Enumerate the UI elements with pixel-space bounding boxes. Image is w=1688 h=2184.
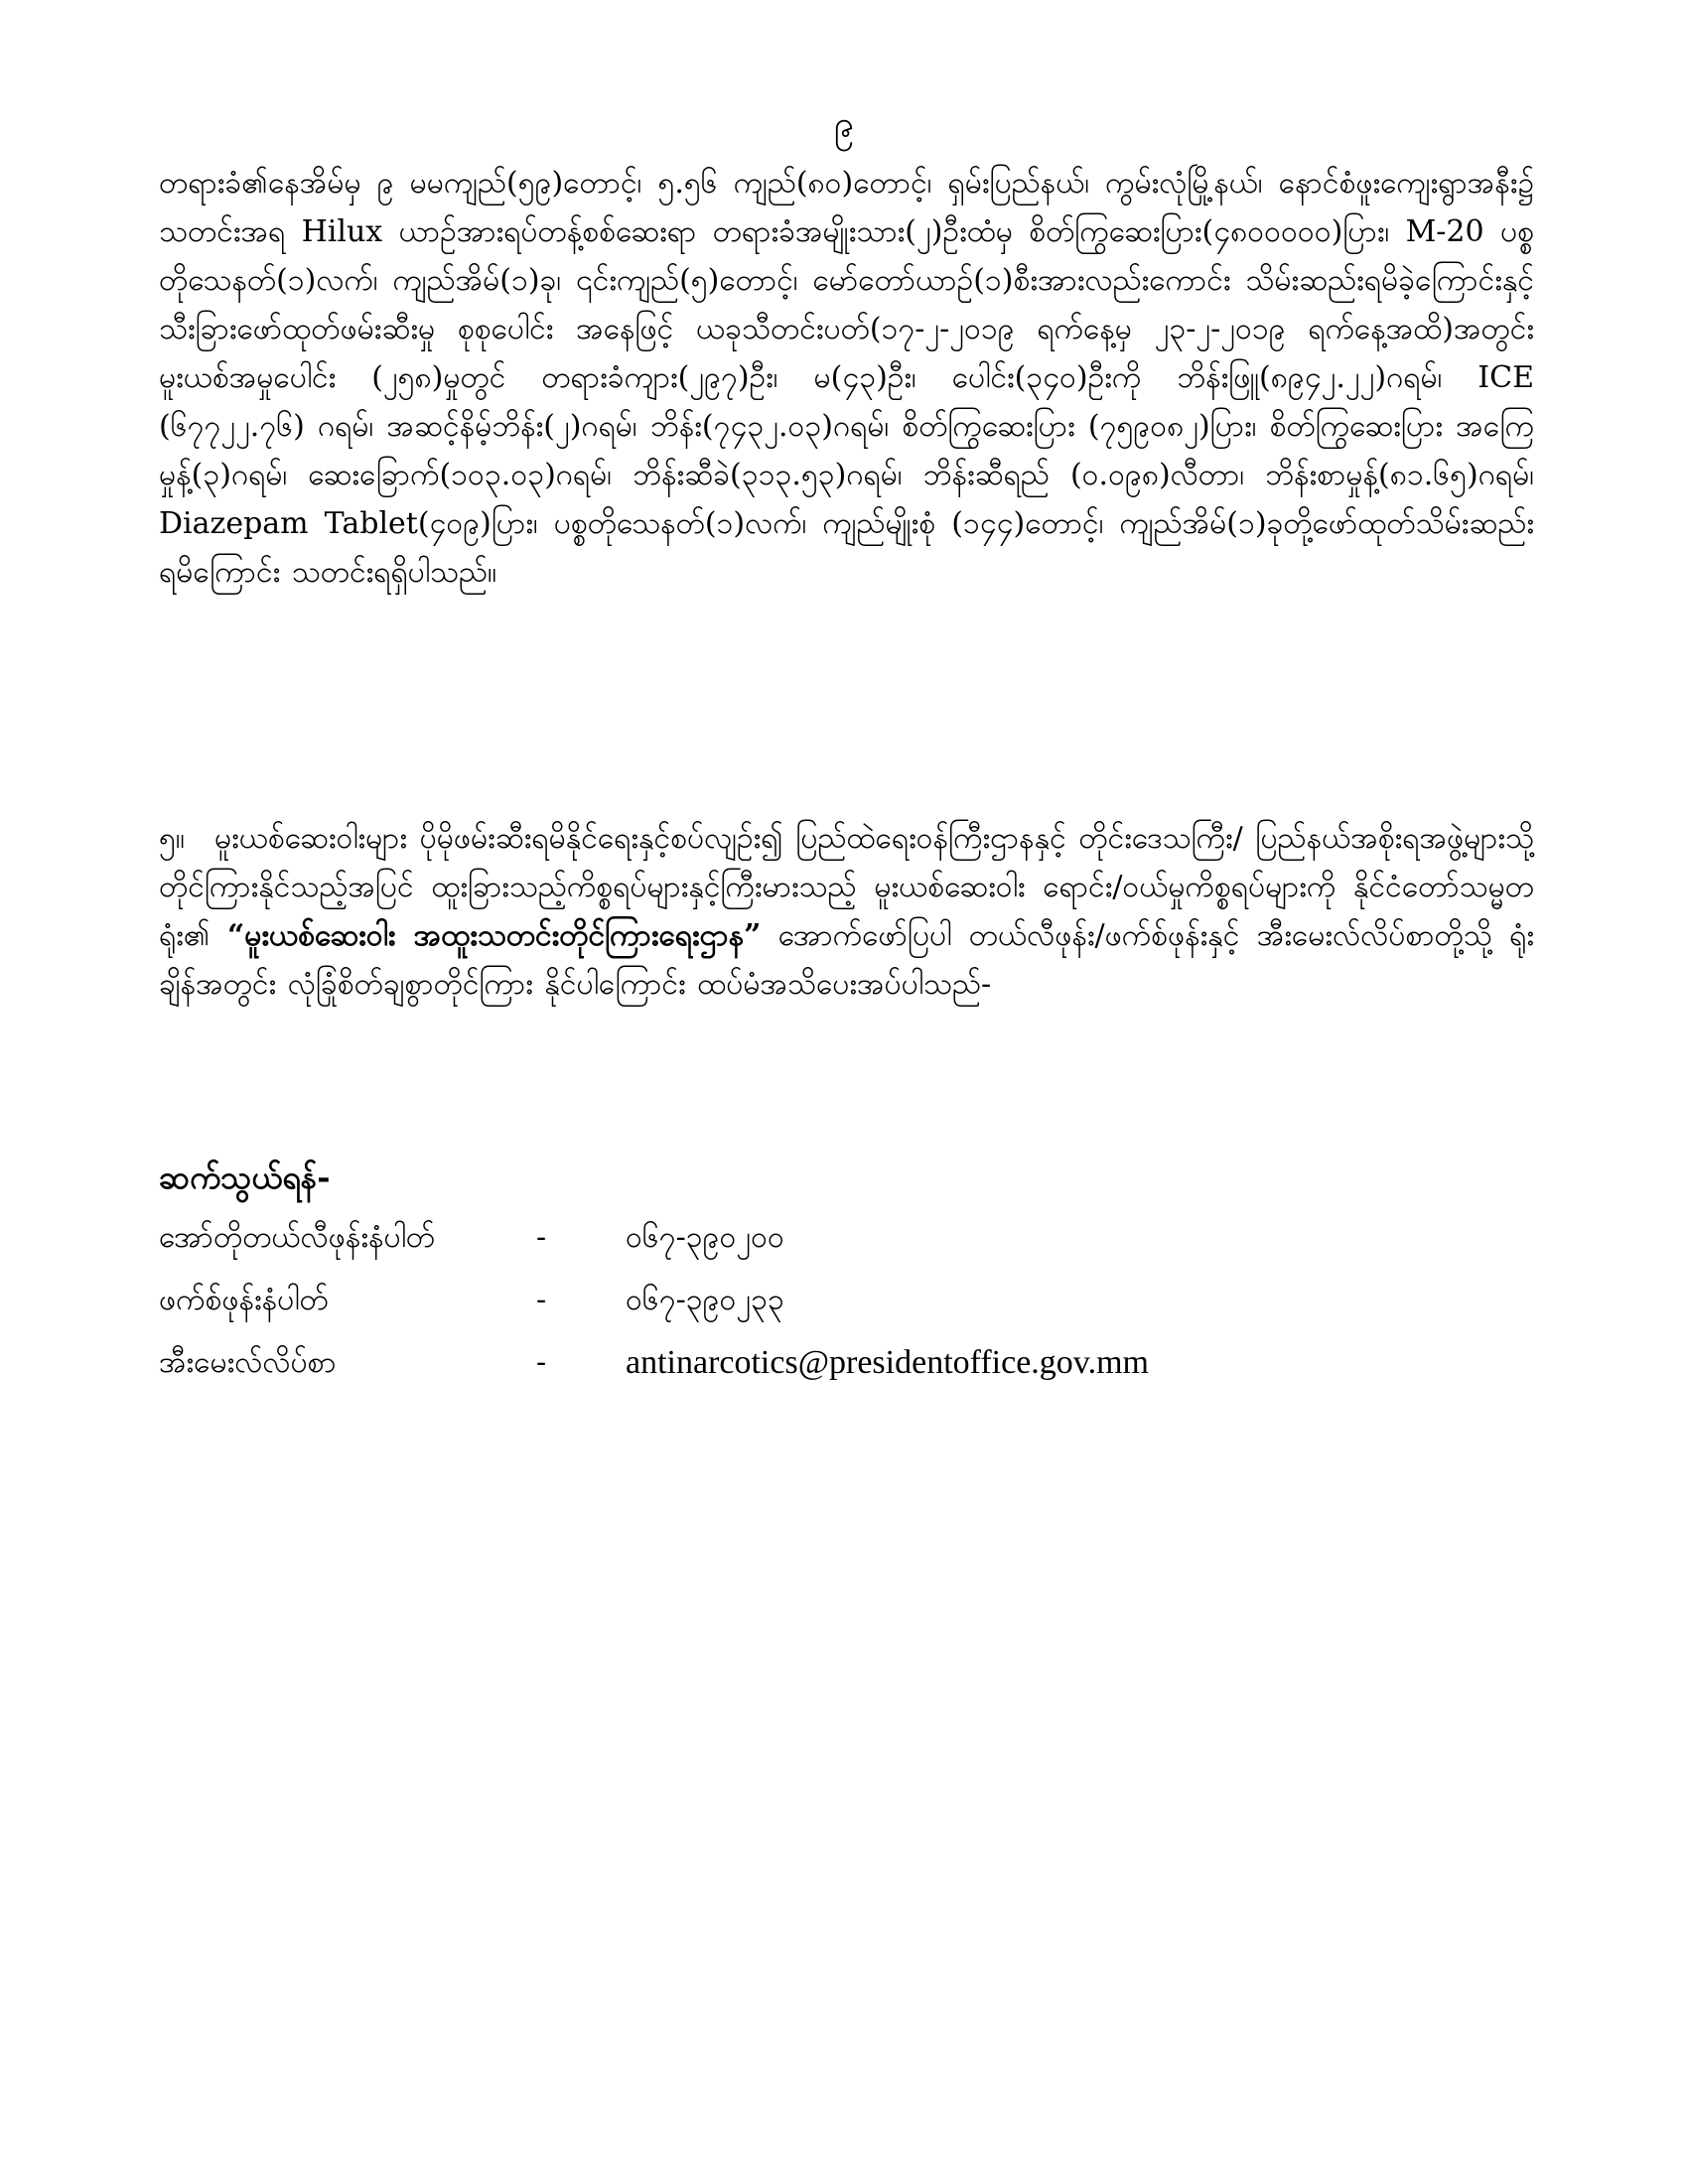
- contact-heading: ဆက်သွယ်ရန်-: [159, 1159, 331, 1196]
- contact-separator: -: [536, 1345, 547, 1380]
- phone-number: ၀၆၇-၃၉၀၂၀၀: [626, 1220, 784, 1255]
- contact-separator: -: [536, 1283, 547, 1317]
- paragraph-number: ၅။: [159, 821, 185, 856]
- contact-label: အီးမေးလ်လိပ်စာ: [159, 1345, 337, 1380]
- page-number: ၉: [833, 104, 855, 145]
- paragraph-reporting-notice: [159, 814, 1534, 1009]
- contact-label: အော်တိုတယ်လီဖုန်းနံပါတ်: [159, 1220, 435, 1255]
- email-address: antinarcotics@presidentoffice.gov.mm: [626, 1344, 1149, 1381]
- paragraph-text-before: မူးယစ်ဆေးဝါးများ ပိုမိုဖမ်းဆီးရမိနိုင်ရေးနှင့်စပ်လျဉ်း၍ ပြည်ထဲရေးဝန်ကြီးဌာနနှင့် တိုင်းဒေသကြီး/ ပြည်နယ်အစိုးရအဖွဲ့များသို့ တိုင်ကြားနိုင်သည့်အပြင် ထူးခြားသည့်ကိစ္စရပ်များနှင့်ကြီးမားသည့် မူးယစ်ဆေးဝါး ရောင်း/ဝယ်မှုကိစ္စရပ်များကို နိုင်ငံတော်သမ္မတရုံး၏: [159, 821, 1534, 953]
- hotline-department-name: “မူးယစ်ဆေးဝါး အထူးသတင်းတိုင်ကြားရေးဌာန”: [226, 918, 762, 953]
- contact-row-email: [159, 1338, 1450, 1388]
- contact-row-phone: [159, 1213, 1450, 1263]
- contact-separator: -: [536, 1220, 547, 1255]
- paragraph-text-after: အောက်ဖော်ပြပါ တယ်လီဖုန်း/ဖက်စ်ဖုန်းနှင့် အီးမေးလ်လိပ်စာတို့သို့ ရုံးချိန်အတွင်း လုံခြုံစိတ်ချစွာတိုင်ကြား နိုင်ပါကြောင်း ထပ်မံအသိပေးအပ်ပါသည်-: [159, 918, 1534, 1002]
- contact-row-fax: [159, 1276, 1450, 1325]
- contact-label: ဖက်စ်ဖုန်းနံပါတ်: [159, 1283, 329, 1317]
- fax-number: ၀၆၇-၃၉၀၂၃၃: [626, 1283, 784, 1317]
- paragraph-seizure-report: တရားခံ၏နေအိမ်မှ ၉ မမကျည်(၅၉)တောင့်၊ ၅.၅၆ ကျည်(၈၀)တောင့်၊ ရှမ်းပြည်နယ်၊ ကွမ်းလုံမြို့နယ်၊ နောင်စံဖူးကျေးရွာအနီး၌ သတင်းအရ Hilux ယာဉ်အားရပ်တန့်စစ်ဆေးရာ တရားခံအမျိုးသား(၂)ဦးထံမှ စိတ်ကြွဆေးပြား(၄၈၀၀၀၀၀)ပြား၊ M-20 ပစ္စတိုသေနတ်(၁)လက်၊ ကျည်အိမ်(၁)ခု၊ ၎င်းကျည်(၅)တောင့်၊ မော်တော်ယာဉ်(၁)စီးအားလည်းကောင်း သိမ်းဆည်းရမိခဲ့ကြောင်းနှင့် သီးခြားဖော်ထုတ်ဖမ်းဆီးမှု စုစုပေါင်း အနေဖြင့် ယခုသီတင်းပတ်(၁၇-၂-၂၀၁၉ ရက်နေ့မှ ၂၃-၂-၂၀၁၉ ရက်နေ့အထိ)အတွင်း မူးယစ်အမှုပေါင်း (၂၅၈)မှုတွင် တရားခံကျား(၂၉၇)ဦး၊ မ(၄၃)ဦး၊ ပေါင်း(၃၄၀)ဦးကို ဘိန်းဖြူ(၈၉၄၂.၂၂)ဂရမ်၊ ICE (၆၇၇၂၂.၇၆) ဂရမ်၊ အဆင့်နိမ့်ဘိန်း(၂)ဂရမ်၊ ဘိန်း(၇၄၃၂.၀၃)ဂရမ်၊ စိတ်ကြွဆေးပြား (၇၅၉၀၈၂)ပြား၊ စိတ်ကြွဆေးပြား အကြေမှုန့်(၃)ဂရမ်၊ ဆေးခြောက်(၁၀၃.၀၃)ဂရမ်၊ ဘိန်းဆီခဲ(၃၁၃.၅၃)ဂရမ်၊ ဘိန်းဆီရည် (၀.၀၉၈)လီတာ၊ ဘိန်းစာမှုန့်(၈၁.၆၅)ဂရမ်၊ Diazepam Tablet(၄၀၉)ပြား၊ ပစ္စတိုသေနတ်(၁)လက်၊ ကျည်မျိုးစုံ (၁၄၄)တောင့်၊ ကျည်အိမ်(၁)ခုတို့ဖော်ထုတ်သိမ်းဆည်းရမိကြောင်း သတင်းရရှိပါသည်။: [159, 166, 1534, 590]
